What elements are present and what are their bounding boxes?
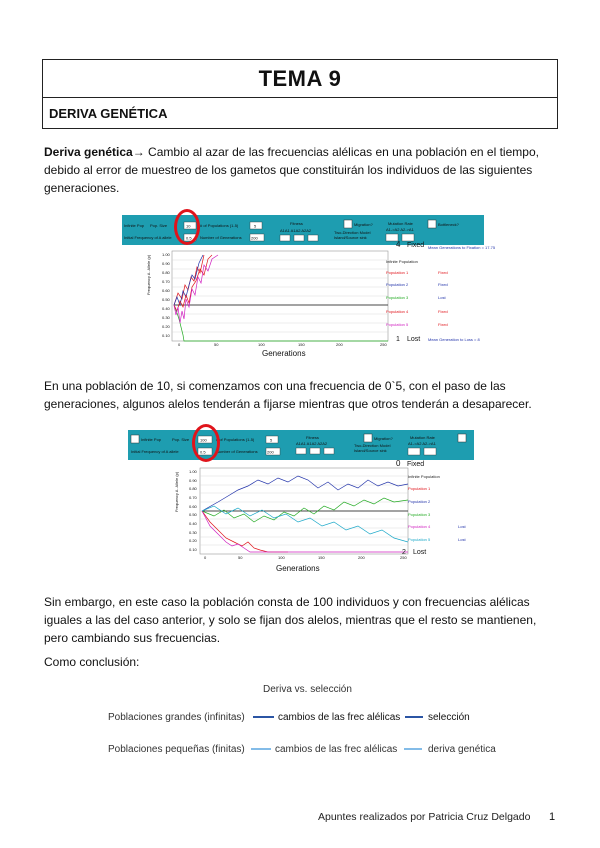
sim1-mean-fixed: Mean Generations to Fixation = 17.75: [428, 245, 496, 250]
svg-text:0: 0: [178, 342, 181, 347]
svg-text:Migration?: Migration?: [374, 436, 393, 441]
sim1-legend-1: Population 1: [386, 270, 409, 275]
title-box: [42, 59, 558, 129]
sim2-legend-3: Population 3: [408, 512, 431, 517]
intro-term: Deriva genética: [44, 145, 133, 159]
conclusion-row1-left: Poblaciones grandes (infinitas): [108, 712, 245, 723]
sim1-lost-count: 1: [396, 336, 400, 343]
svg-text:Two-Direction Model: Two-Direction Model: [354, 443, 391, 448]
svg-text:Fitness: Fitness: [290, 221, 303, 226]
title-row: [43, 60, 557, 98]
sim1-x-label: Generations: [262, 349, 306, 358]
svg-text:0.10: 0.10: [162, 333, 170, 338]
intro-arrow: →: [132, 145, 145, 159]
sim2-x-label: Generations: [276, 564, 320, 573]
page-title: TEMA 9: [258, 65, 342, 91]
svg-text:Initial Frequency of A allele: Initial Frequency of A allele: [131, 449, 179, 454]
svg-text:250: 250: [400, 555, 407, 560]
svg-text:Number of Generations: Number of Generations: [216, 449, 258, 454]
svg-text:150: 150: [298, 342, 305, 347]
sim1-mean-lost: Mean Generation to Loss = 8: [428, 337, 480, 342]
svg-text:0.70: 0.70: [162, 279, 170, 284]
svg-text:50: 50: [238, 555, 243, 560]
sim2-svg: [128, 430, 474, 575]
sim1-legend-3: Population 3: [386, 295, 409, 300]
svg-text:Lost: Lost: [438, 295, 446, 300]
page-number: 1: [549, 811, 556, 823]
svg-text:Frequency A. Allele (p): Frequency A. Allele (p): [146, 254, 151, 295]
paragraph-2: En una población de 10, si comenzamos con una frecuencia de 0`5, con el paso de las generaciones, algunos alelos tenderán a fijarse mientras que otros tenderán a desaparecer.: [44, 379, 532, 411]
conclusion-row2-right: deriva genética: [428, 744, 496, 755]
sim1-legend-2: Population 2: [386, 282, 409, 287]
svg-text:0.50: 0.50: [162, 297, 170, 302]
sim1-pop-size-value: 10: [186, 223, 191, 229]
svg-text:0.30: 0.30: [189, 530, 197, 535]
svg-text:0.60: 0.60: [189, 504, 197, 509]
svg-text:0.70: 0.70: [189, 495, 197, 500]
svg-text:0.20: 0.20: [162, 324, 170, 329]
svg-text:150: 150: [318, 555, 325, 560]
simulation-screenshot-2: [128, 430, 474, 575]
svg-text:Fixed: Fixed: [438, 270, 448, 275]
conclusion-title: Deriva vs. selección: [263, 684, 352, 695]
svg-text:Lost: Lost: [458, 537, 466, 542]
svg-text:# of Populations (1-5): # of Populations (1-5): [216, 437, 255, 442]
sim2-lost-label: Lost: [413, 549, 427, 556]
svg-text:0.90: 0.90: [162, 261, 170, 266]
conclusion-diagram: [100, 680, 520, 760]
svg-text:Infinite Pop: Infinite Pop: [124, 223, 145, 228]
subtitle-row: [43, 98, 557, 128]
conclusion-row1-mid: cambios de las frec alélicas: [278, 712, 401, 723]
svg-text:Fitness: Fitness: [306, 435, 319, 440]
sim1-legend-4: Population 4: [386, 309, 409, 314]
svg-text:A1A1 A1A2 A2A2: A1A1 A1A2 A2A2: [296, 441, 328, 446]
svg-text:0.60: 0.60: [162, 288, 170, 293]
svg-text:A1A1 A1A2 A2A2: A1A1 A1A2 A2A2: [280, 228, 312, 233]
svg-text:100: 100: [258, 342, 265, 347]
sim2-legend-5: Population 5: [408, 537, 431, 542]
sim2-legend-4: Population 4: [408, 524, 431, 529]
svg-text:Migration?: Migration?: [354, 222, 373, 227]
sim2-legend-1: Population 1: [408, 486, 431, 491]
svg-text:Mutation Rate: Mutation Rate: [388, 221, 413, 226]
svg-text:0.50: 0.50: [189, 512, 197, 517]
sim2-legend-2: Population 2: [408, 499, 431, 504]
svg-text:A1->A2 A2->A1: A1->A2 A2->A1: [386, 227, 414, 232]
svg-text:1.00: 1.00: [189, 469, 197, 474]
paragraph-3: Sin embargo, en este caso la población consta de 100 individuos y con frecuencias alélicas iguales a las del caso anterior, y solo se fijan dos alelos, mientras que el resto se mantienen, pero cambiando sus frecuencias.: [44, 595, 537, 645]
intro-paragraph: [44, 143, 558, 197]
sim1-freq-value: 0.5: [186, 235, 192, 241]
svg-text:0.90: 0.90: [189, 478, 197, 483]
conclusion-row2-left: Poblaciones pequeñas (finitas): [108, 744, 245, 755]
sim2-highlight-circle: [192, 424, 220, 462]
sim2-legend-0: Infinite Population: [408, 474, 440, 479]
svg-text:0.20: 0.20: [189, 538, 197, 543]
svg-text:Pop. Size: Pop. Size: [172, 437, 190, 442]
svg-text:A1->A2 A2->A1: A1->A2 A2->A1: [408, 441, 436, 446]
sim1-legend-5: Population 5: [386, 322, 409, 327]
sim1-fixed-label: Fixed: [407, 242, 425, 249]
conclusion-row1-right: selección: [428, 712, 470, 723]
sim2-fixed-label: Fixed: [407, 461, 425, 468]
sim2-generations-value: 200: [267, 449, 274, 455]
svg-text:Bottleneck?: Bottleneck?: [438, 222, 459, 227]
svg-text:0.10: 0.10: [189, 547, 197, 552]
footer-author: Apuntes realizados por Patricia Cruz Delgado: [318, 811, 531, 823]
svg-text:0.40: 0.40: [162, 306, 170, 311]
simulation-screenshot-1: [122, 215, 496, 360]
svg-text:50: 50: [214, 342, 219, 347]
sim1-highlight-circle: [174, 209, 200, 245]
sim1-generations-value: 200: [251, 235, 258, 241]
svg-text:250: 250: [380, 342, 387, 347]
svg-text:Number of Generations: Number of Generations: [200, 235, 242, 240]
svg-text:5: 5: [270, 437, 273, 443]
svg-text:Lost: Lost: [458, 524, 466, 529]
svg-text:Pop. Size: Pop. Size: [150, 223, 168, 228]
intro-text: Cambio al azar de las frecuencias alélicas en una población en el tiempo, debido al error de muestreo de los gametos que constituirán los individuos de las siguientes generaciones.: [44, 145, 539, 195]
svg-text:0.80: 0.80: [162, 270, 170, 275]
svg-text:200: 200: [336, 342, 343, 347]
svg-text:Infinite Pop: Infinite Pop: [141, 437, 162, 442]
svg-text:200: 200: [358, 555, 365, 560]
conclusion-row2-mid: cambios de las frec alélicas: [275, 744, 398, 755]
svg-text:0.80: 0.80: [189, 486, 197, 491]
svg-text:Fixed: Fixed: [438, 309, 448, 314]
svg-text:Island/Source sink: Island/Source sink: [354, 448, 387, 453]
sim1-legend-0: Infinite Population: [386, 259, 418, 264]
svg-text:Island/Source sink: Island/Source sink: [334, 235, 367, 240]
sim1-lost-label: Lost: [407, 336, 421, 343]
svg-text:0.40: 0.40: [189, 521, 197, 526]
svg-text:Fixed: Fixed: [438, 322, 448, 327]
svg-text:5: 5: [254, 223, 257, 229]
svg-text:Two-Direction Model: Two-Direction Model: [334, 230, 371, 235]
svg-text:# of Populations (1-5): # of Populations (1-5): [200, 223, 239, 228]
svg-text:100: 100: [278, 555, 285, 560]
sim2-fixed-count: 0: [396, 459, 401, 468]
conclusion-label: Como conclusión:: [44, 655, 140, 669]
svg-text:Fixed: Fixed: [438, 282, 448, 287]
sim2-freq-value: 0.5: [200, 449, 206, 455]
sim2-lost-count: 2: [402, 549, 406, 556]
svg-text:Mutation Rate: Mutation Rate: [410, 435, 435, 440]
svg-text:0: 0: [204, 555, 207, 560]
svg-text:Frequency A. Allele (p): Frequency A. Allele (p): [174, 471, 179, 512]
sim1-fixed-count: 4: [396, 240, 401, 249]
svg-text:1.00: 1.00: [162, 252, 170, 257]
section-title: DERIVA GENÉTICA: [49, 105, 168, 121]
svg-text:Initial Frequency of A allele: Initial Frequency of A allele: [124, 235, 172, 240]
svg-text:0.30: 0.30: [162, 315, 170, 320]
sim2-pop-size-value: 100: [200, 437, 207, 443]
